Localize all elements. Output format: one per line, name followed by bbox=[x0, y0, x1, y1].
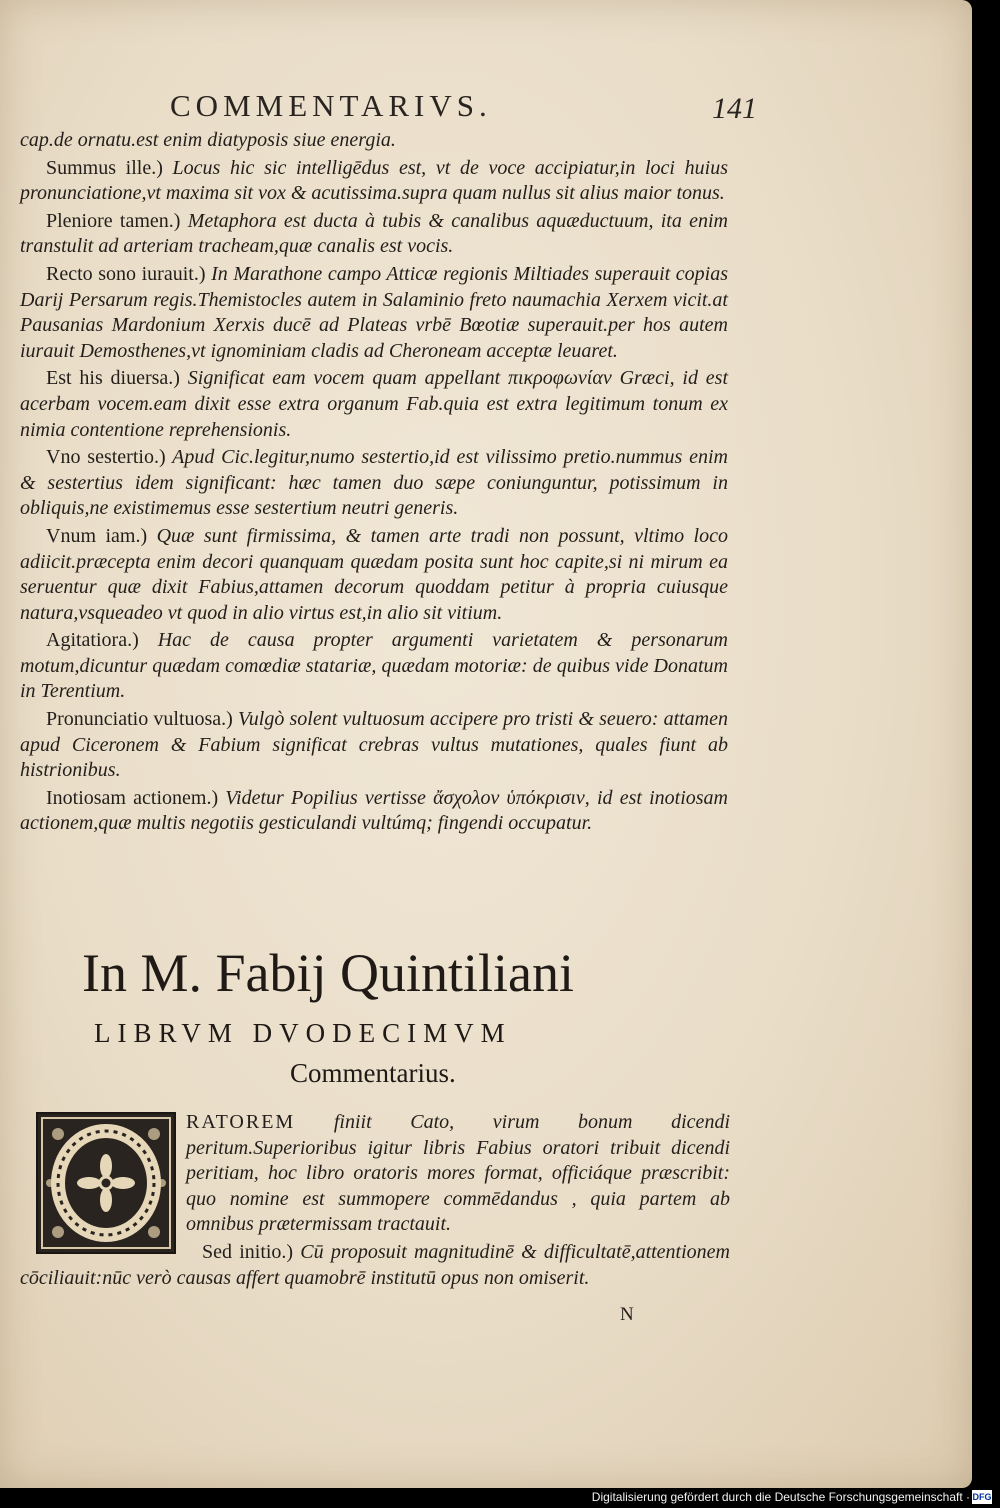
decorated-initial-o-icon bbox=[36, 1112, 176, 1254]
page-number: 141 bbox=[712, 92, 757, 125]
intro-text-block bbox=[186, 1110, 730, 1238]
entry-text: cap.de ornatu.est enim diatyposis siue energia. bbox=[20, 129, 396, 151]
commentary-text bbox=[20, 128, 728, 839]
entry-1 bbox=[20, 156, 728, 207]
entry-text: Hac de causa propter argumenti varietatem & personarum motum,dicuntur quædam comœdiæ statariæ, quædam motoriæ: de quibus vide Donatum in Terentium. bbox=[20, 629, 728, 703]
entry-lemma: Est his diuersa.) bbox=[46, 367, 180, 390]
section-subtitle: LIBRVM DVODECIMVM bbox=[94, 1018, 512, 1048]
intro-caps: RATOREM bbox=[186, 1111, 296, 1133]
section-title: In M. Fabij Quintiliani bbox=[82, 943, 574, 1003]
dfg-logo-icon: DFG bbox=[972, 1492, 992, 1502]
entry-lemma: Vnum iam.) bbox=[46, 524, 148, 547]
entry-text: Locus hic sic intelligēdus est, vt de voce accipiatur,in loci huius pronunciatione,vt maxima sit vox & acutissima.supra quam nullus sit alius maior tonus. bbox=[20, 156, 728, 205]
entry-text: Metaphora est ducta à tubis & canalibus aquæductuum, ita enim transtulit ad arteriam tracheam,quæ canalis est vocis. bbox=[20, 209, 728, 258]
running-head: COMMENTARIVS. bbox=[170, 88, 492, 123]
entry-lemma: Inotiosam actionem.) bbox=[46, 786, 219, 809]
entry-5 bbox=[20, 445, 728, 522]
entry-0 bbox=[20, 128, 728, 154]
final-entry bbox=[20, 1240, 730, 1291]
entry-7 bbox=[20, 628, 728, 705]
entry-lemma: Vno sestertio.) bbox=[46, 446, 166, 469]
entry-2 bbox=[20, 209, 728, 260]
entry-4 bbox=[20, 366, 728, 443]
final-entry-text: Cū proposuit magnitudinē & difficultatē,attentionem cōciliauit:nūc verò causas affert quamobrē institutū opus non omiserit. bbox=[20, 1241, 730, 1289]
entry-3 bbox=[20, 262, 728, 364]
intro-paragraph bbox=[186, 1110, 730, 1238]
entry-text: Videtur Popilius vertisse ἄσχολον ὑπόκρισιν, id est inotiosam actionem,quæ multis negotiis gesticulandi vultúmq; fingendi occupatur. bbox=[20, 786, 728, 835]
entry-6 bbox=[20, 524, 728, 626]
entry-text: Quæ sunt firmissima, & tamen arte tradi non possunt, vltimo loco adiicit.præcepta enim decori quanquam quædam posita sunt hoc capite,si ni mirum ea seruentur quæ dixit Fabius,attamen decorum quoddam petitur à propria cuiusque natura,vsqueadeo vt quod in alio virtus est,in alio sit vitium. bbox=[20, 524, 728, 624]
intro-text: finiit Cato, virum bonum dicendi peritum.Superioribus igitur libris Fabius oratori tribuit dicendi peritiam, hoc libro oratoris mores format, officiáque præscribit: quo nomine est summopere commēdandus , quia partem ab omnibus prætermissam tractauit. bbox=[186, 1111, 730, 1236]
entry-text: In Marathone campo Atticæ regionis Miltiades superauit copias Darij Persarum regis.Themistocles autem in Salaminio freto naumachia Xerxem vicit.at Pausanias Mardonium Xerxis ducē ad Plateas vrbē Bœotiæ superauit.per hos autem iurauit Demosthenes,vt ignominiam cladis ad Cheroneam acceptæ leuaret. bbox=[20, 262, 728, 362]
entry-text: Apud Cic.legitur,numo sestertio,id est vilissimo pretio.nummus enim & sestertius idem significant: hæc tamen duo sæpe coniunguntur, potissimum in obliquis,ne existimemus esse sestertium neutri generis. bbox=[20, 446, 728, 520]
section-kind: Commentarius. bbox=[290, 1058, 456, 1088]
final-entry-lemma: Sed initio.) bbox=[202, 1241, 294, 1263]
entry-text: Significat eam vocem quam appellant πικροφωνίαν Græci, id est acerbam vocem.eam dixit esse extra organum Fab.quia est extra legitimum tonum ex nimia contentione reprehensionis. bbox=[20, 367, 728, 441]
signature-mark: N bbox=[620, 1304, 634, 1325]
entry-lemma: Agitatiora.) bbox=[46, 629, 139, 652]
entry-text: Vulgò solent vultuosum accipere pro tristi & seuero: attamen apud Ciceronem & Fabium significat crebras vultus mutationes, quales fiunt ab histrionibus. bbox=[20, 708, 729, 782]
entry-9 bbox=[20, 786, 728, 837]
entry-lemma: Pronunciatio vultuosa.) bbox=[46, 708, 233, 731]
entry-lemma: Recto sono iurauit.) bbox=[46, 262, 206, 285]
entry-lemma: Pleniore tamen.) bbox=[46, 209, 181, 232]
footer-credit: Digitalisierung gefördert durch die Deutsche Forschungsgemeinschaft · bbox=[591, 1490, 970, 1504]
entry-8 bbox=[20, 707, 728, 784]
entry-lemma: Summus ille.) bbox=[46, 156, 163, 179]
